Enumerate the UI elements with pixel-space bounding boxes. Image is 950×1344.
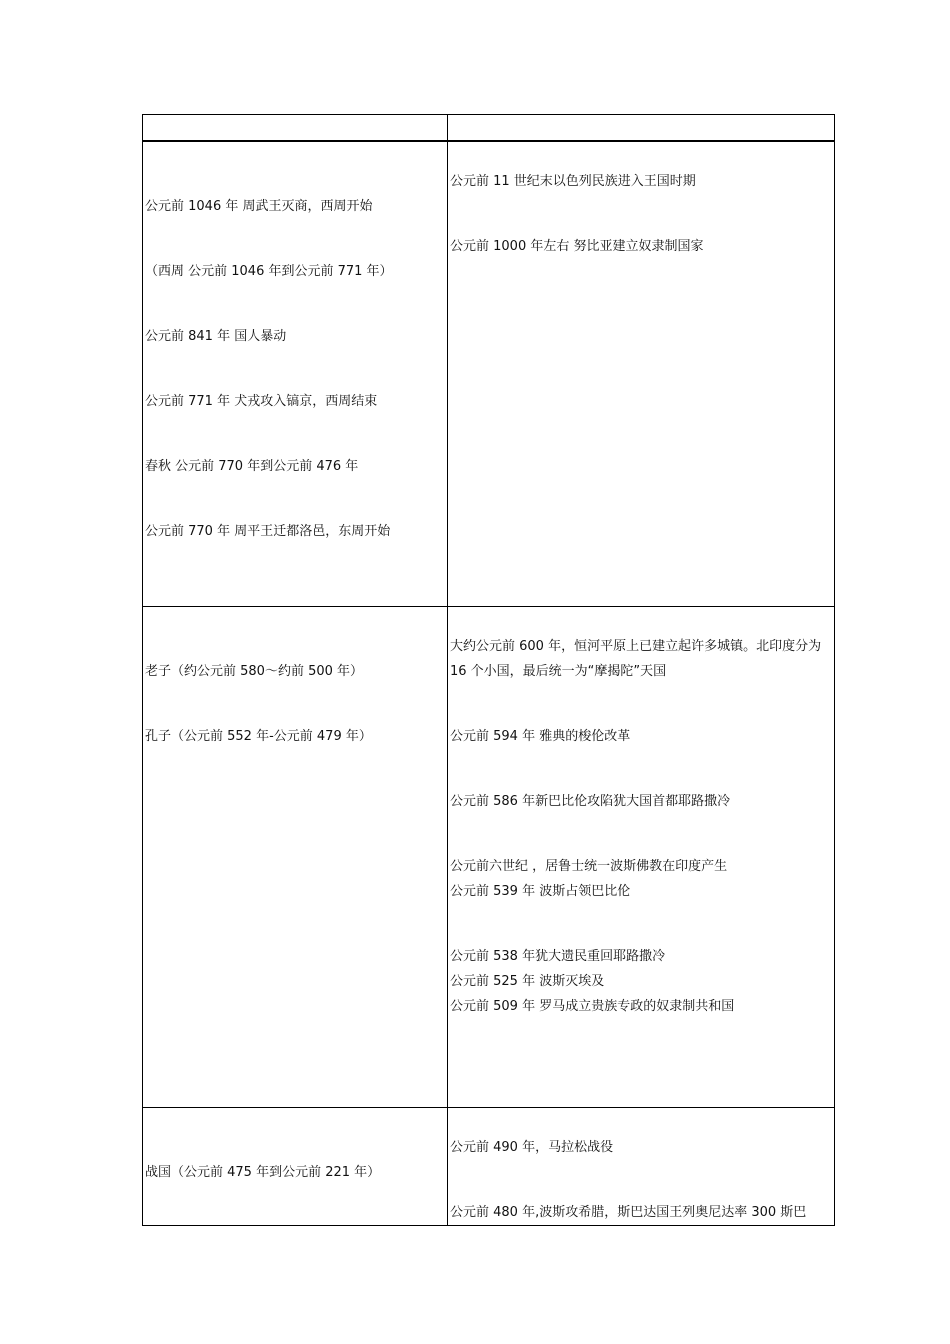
event-line: 孔子（公元前 552 年-公元前 479 年） xyxy=(145,729,372,744)
event-line: 公元前 586 年新巴比伦攻陷犹大国首都耶路撒冷 xyxy=(450,794,731,809)
event-line: 公元前 490 年，马拉松战役 xyxy=(450,1140,614,1155)
china-cell xyxy=(143,1108,448,1226)
world-cell xyxy=(448,1108,835,1226)
event-line: 公元前 841 年 国人暴动 xyxy=(145,329,287,344)
table-header-row xyxy=(143,115,835,142)
event-line: 公元前 538 年犹大遗民重回耶路撒冷 xyxy=(450,949,666,964)
event-line: 公元前 525 年 波斯灭埃及 xyxy=(450,974,605,989)
event-line: 公元前 480 年,波斯攻希腊，斯巴达国王列奥尼达率 300 斯巴 xyxy=(450,1205,807,1220)
event-line: 公元前 594 年 雅典的梭伦改革 xyxy=(450,729,631,744)
event-line: 公元前六世纪 ，居鲁士统一波斯佛教在印度产生 xyxy=(450,859,728,874)
event-line: 公元前 770 年 周平王迁都洛邑，东周开始 xyxy=(145,524,391,539)
event-line: 战国（公元前 475 年到公元前 221 年） xyxy=(145,1165,381,1180)
header-cell-world xyxy=(448,115,835,142)
event-line: 公元前 1000 年左右 努比亚建立奴隶制国家 xyxy=(450,239,704,254)
event-line: 大约公元前 600 年，恒河平原上已建立起许多城镇。北印度分为 16 个小国，最后统一为“摩揭陀”天国 xyxy=(450,639,822,679)
event-line: （西周 公元前 1046 年到公元前 771 年） xyxy=(145,264,393,279)
table-row xyxy=(143,141,835,607)
event-line: 公元前 11 世纪末以色列民族进入王国时期 xyxy=(450,174,696,189)
china-cell xyxy=(143,141,448,607)
china-cell xyxy=(143,607,448,1108)
world-cell xyxy=(448,141,835,607)
event-line: 公元前 1046 年 周武王灭商，西周开始 xyxy=(145,199,373,214)
event-line: 春秋 公元前 770 年到公元前 476 年 xyxy=(145,459,359,474)
event-line: 公元前 771 年 犬戎攻入镐京，西周结束 xyxy=(145,394,378,409)
world-cell xyxy=(448,607,835,1108)
header-cell-china xyxy=(143,115,448,142)
table-row xyxy=(143,607,835,1108)
table-row xyxy=(143,1108,835,1226)
event-line: 老子（约公元前 580～约前 500 年） xyxy=(145,664,364,679)
event-line: 公元前 509 年 罗马成立贵族专政的奴隶制共和国 xyxy=(450,999,735,1014)
timeline-table xyxy=(142,114,835,1226)
event-line: 公元前 539 年 波斯占领巴比伦 xyxy=(450,884,631,899)
